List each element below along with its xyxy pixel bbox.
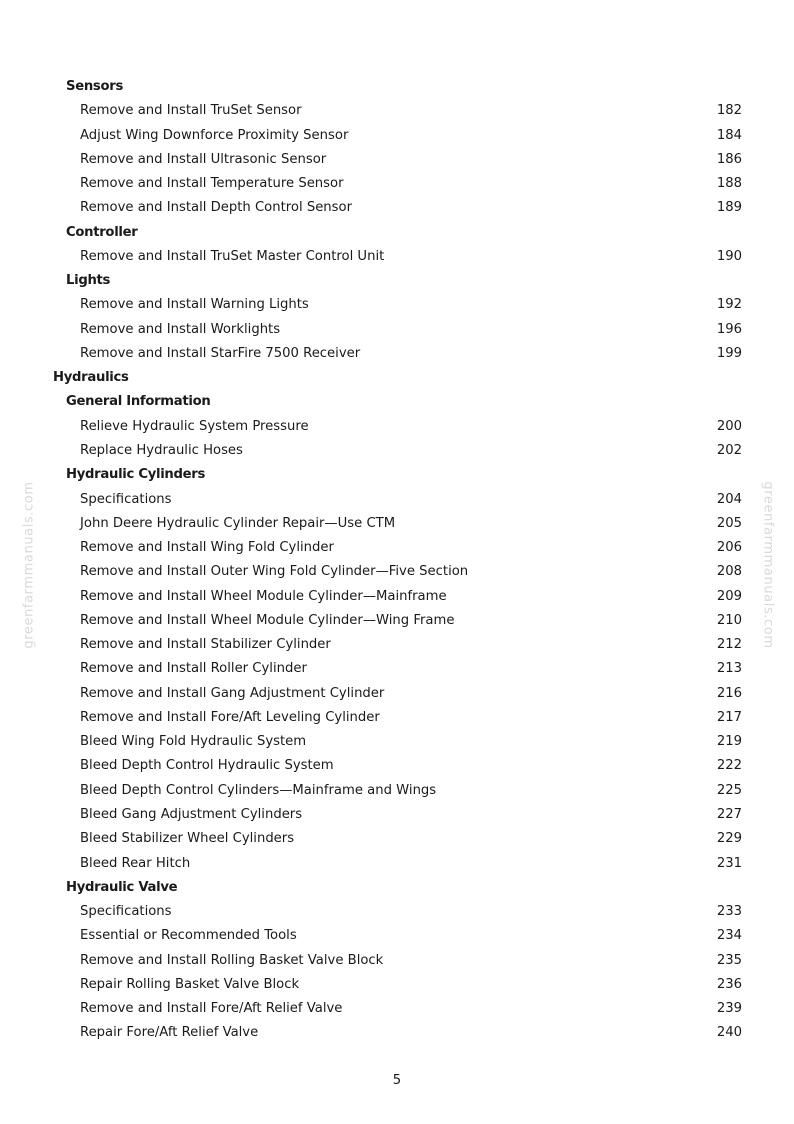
toc-entry-title: Remove and Install Wheel Module Cylinder—Mainframe: [80, 588, 447, 604]
page-number: 5: [392, 1073, 402, 1088]
toc-entry[interactable]: [0, 900, 794, 924]
toc-entry-page: 199: [716, 345, 742, 361]
toc-entry-page: 222: [716, 758, 742, 774]
toc-entry[interactable]: [0, 512, 794, 536]
toc-entry-title: Controller: [66, 224, 138, 240]
toc-heading[interactable]: [0, 221, 794, 245]
toc-entry-page: 200: [716, 418, 742, 434]
toc-entry[interactable]: [0, 730, 794, 754]
toc-entry-page: 196: [716, 321, 742, 337]
toc-entry-title: Hydraulic Cylinders: [66, 467, 206, 483]
toc-entry-page: 225: [716, 782, 742, 798]
toc-heading[interactable]: [0, 269, 794, 293]
toc-entry-title: Hydraulic Valve: [66, 879, 178, 895]
toc-entry-page: 205: [716, 515, 742, 531]
toc-entry[interactable]: [0, 536, 794, 560]
toc-entry-page: 217: [716, 709, 742, 725]
toc-entry-title: Remove and Install Gang Adjustment Cylinder: [80, 685, 385, 701]
toc-entry[interactable]: [0, 415, 794, 439]
toc-entry-title: Remove and Install Wheel Module Cylinder—Wing Frame: [80, 612, 455, 628]
toc-entry[interactable]: [0, 99, 794, 123]
toc-entry[interactable]: [0, 172, 794, 196]
toc-entry-page: 216: [716, 685, 742, 701]
toc-entry-page: 209: [716, 588, 742, 604]
toc-entry-page: 235: [716, 952, 742, 968]
toc-entry[interactable]: [0, 682, 794, 706]
toc-entry-page: 210: [716, 612, 742, 628]
watermark-right: greenfarmmanuals.com: [760, 481, 776, 649]
toc-entry-page: 239: [716, 1001, 742, 1017]
toc-entry-title: Remove and Install Depth Control Sensor: [80, 200, 353, 216]
toc-entry[interactable]: [0, 633, 794, 657]
toc-entry[interactable]: [0, 754, 794, 778]
toc-entry-title: Replace Hydraulic Hoses: [80, 442, 243, 458]
toc-entry-title: Remove and Install Temperature Sensor: [80, 176, 344, 192]
toc-heading[interactable]: [0, 463, 794, 487]
toc-heading[interactable]: [0, 366, 794, 390]
toc-entry[interactable]: [0, 560, 794, 584]
toc-entry[interactable]: [0, 124, 794, 148]
toc-entry-page: 233: [716, 904, 742, 920]
toc-entry-title: Bleed Depth Control Cylinders—Mainframe and Wings: [80, 782, 437, 798]
toc-entry-page: 213: [716, 661, 742, 677]
toc-entry[interactable]: [0, 924, 794, 948]
watermark-left: greenfarmmanuals.com: [21, 481, 37, 649]
toc-entry-title: Repair Rolling Basket Valve Block: [80, 976, 300, 992]
toc-entry-title: Remove and Install TruSet Sensor: [80, 103, 302, 119]
toc-entry-page: 192: [716, 297, 742, 313]
toc-entry[interactable]: [0, 585, 794, 609]
toc-entry-page: 204: [716, 491, 742, 507]
toc-entry-title: Remove and Install Ultrasonic Sensor: [80, 151, 327, 167]
toc-entry-title: Remove and Install Roller Cylinder: [80, 661, 307, 677]
toc-entry-page: 219: [716, 734, 742, 750]
toc-entry[interactable]: [0, 949, 794, 973]
toc-entry-page: 231: [716, 855, 742, 871]
toc-entry[interactable]: [0, 245, 794, 269]
toc-entry-page: 206: [716, 540, 742, 556]
toc-entry-title: Remove and Install Warning Lights: [80, 297, 309, 313]
toc-entry-page: 202: [716, 442, 742, 458]
toc-entry[interactable]: [0, 488, 794, 512]
toc-entry-title: Remove and Install TruSet Master Control Unit: [80, 248, 385, 264]
toc-heading[interactable]: [0, 876, 794, 900]
toc-entry-page: 208: [716, 564, 742, 580]
toc-entry[interactable]: [0, 439, 794, 463]
toc-entry[interactable]: [0, 342, 794, 366]
toc-entry[interactable]: [0, 609, 794, 633]
toc-entry[interactable]: [0, 779, 794, 803]
toc-entry-title: Specifications: [80, 904, 172, 920]
toc-entry-title: Bleed Wing Fold Hydraulic System: [80, 734, 307, 750]
toc-entry-title: Bleed Gang Adjustment Cylinders: [80, 806, 303, 822]
toc-entry-page: 189: [716, 200, 742, 216]
toc-entry-title: Remove and Install StarFire 7500 Receiver: [80, 345, 361, 361]
toc-entry-title: Relieve Hydraulic System Pressure: [80, 418, 309, 434]
toc-entry[interactable]: [0, 1021, 794, 1045]
toc-entry[interactable]: [0, 706, 794, 730]
toc-heading[interactable]: [0, 75, 794, 99]
toc-entry-title: General Information: [66, 394, 211, 410]
toc-entry[interactable]: [0, 657, 794, 681]
toc-entry-page: 229: [716, 831, 742, 847]
toc-entry-page: 227: [716, 806, 742, 822]
toc-entry-title: Bleed Rear Hitch: [80, 855, 191, 871]
toc-entry-page: 190: [716, 248, 742, 264]
toc-entry-title: Essential or Recommended Tools: [80, 928, 297, 944]
toc-entry-title: Hydraulics: [53, 370, 129, 386]
toc-entry-page: 188: [716, 176, 742, 192]
toc-heading[interactable]: [0, 390, 794, 414]
toc-entry[interactable]: [0, 997, 794, 1021]
toc-entry[interactable]: [0, 852, 794, 876]
toc-entry-title: Specifications: [80, 491, 172, 507]
toc-entry[interactable]: [0, 196, 794, 220]
toc-entry-title: Remove and Install Rolling Basket Valve Block: [80, 952, 384, 968]
toc-entry[interactable]: [0, 973, 794, 997]
toc-entry-title: Adjust Wing Downforce Proximity Sensor: [80, 127, 349, 143]
toc-entry[interactable]: [0, 148, 794, 172]
toc-entry-title: Bleed Stabilizer Wheel Cylinders: [80, 831, 295, 847]
toc-entry-page: 240: [716, 1025, 742, 1041]
toc-entry[interactable]: [0, 293, 794, 317]
toc-entry-page: 182: [716, 103, 742, 119]
toc-entry-title: Remove and Install Fore/Aft Relief Valve: [80, 1001, 343, 1017]
table-of-contents: [0, 75, 794, 1046]
toc-entry-page: 212: [716, 637, 742, 653]
toc-entry-title: Remove and Install Fore/Aft Leveling Cylinder: [80, 709, 380, 725]
toc-entry-title: Remove and Install Wing Fold Cylinder: [80, 540, 334, 556]
toc-entry-page: 236: [716, 976, 742, 992]
toc-entry[interactable]: [0, 318, 794, 342]
toc-entry-page: 184: [716, 127, 742, 143]
toc-entry-title: Sensors: [66, 79, 123, 94]
toc-entry[interactable]: [0, 827, 794, 851]
toc-entry[interactable]: [0, 803, 794, 827]
toc-entry-title: Remove and Install Worklights: [80, 321, 281, 337]
toc-entry-title: Repair Fore/Aft Relief Valve: [80, 1025, 259, 1041]
toc-entry-title: Remove and Install Stabilizer Cylinder: [80, 637, 331, 653]
toc-entry-title: Remove and Install Outer Wing Fold Cylinder—Five Section: [80, 564, 469, 580]
toc-entry-title: John Deere Hydraulic Cylinder Repair—Use CTM: [80, 515, 396, 531]
toc-entry-title: Bleed Depth Control Hydraulic System: [80, 758, 334, 774]
toc-entry-title: Lights: [66, 273, 111, 289]
toc-entry-page: 234: [716, 928, 742, 944]
toc-entry-page: 186: [716, 151, 742, 167]
